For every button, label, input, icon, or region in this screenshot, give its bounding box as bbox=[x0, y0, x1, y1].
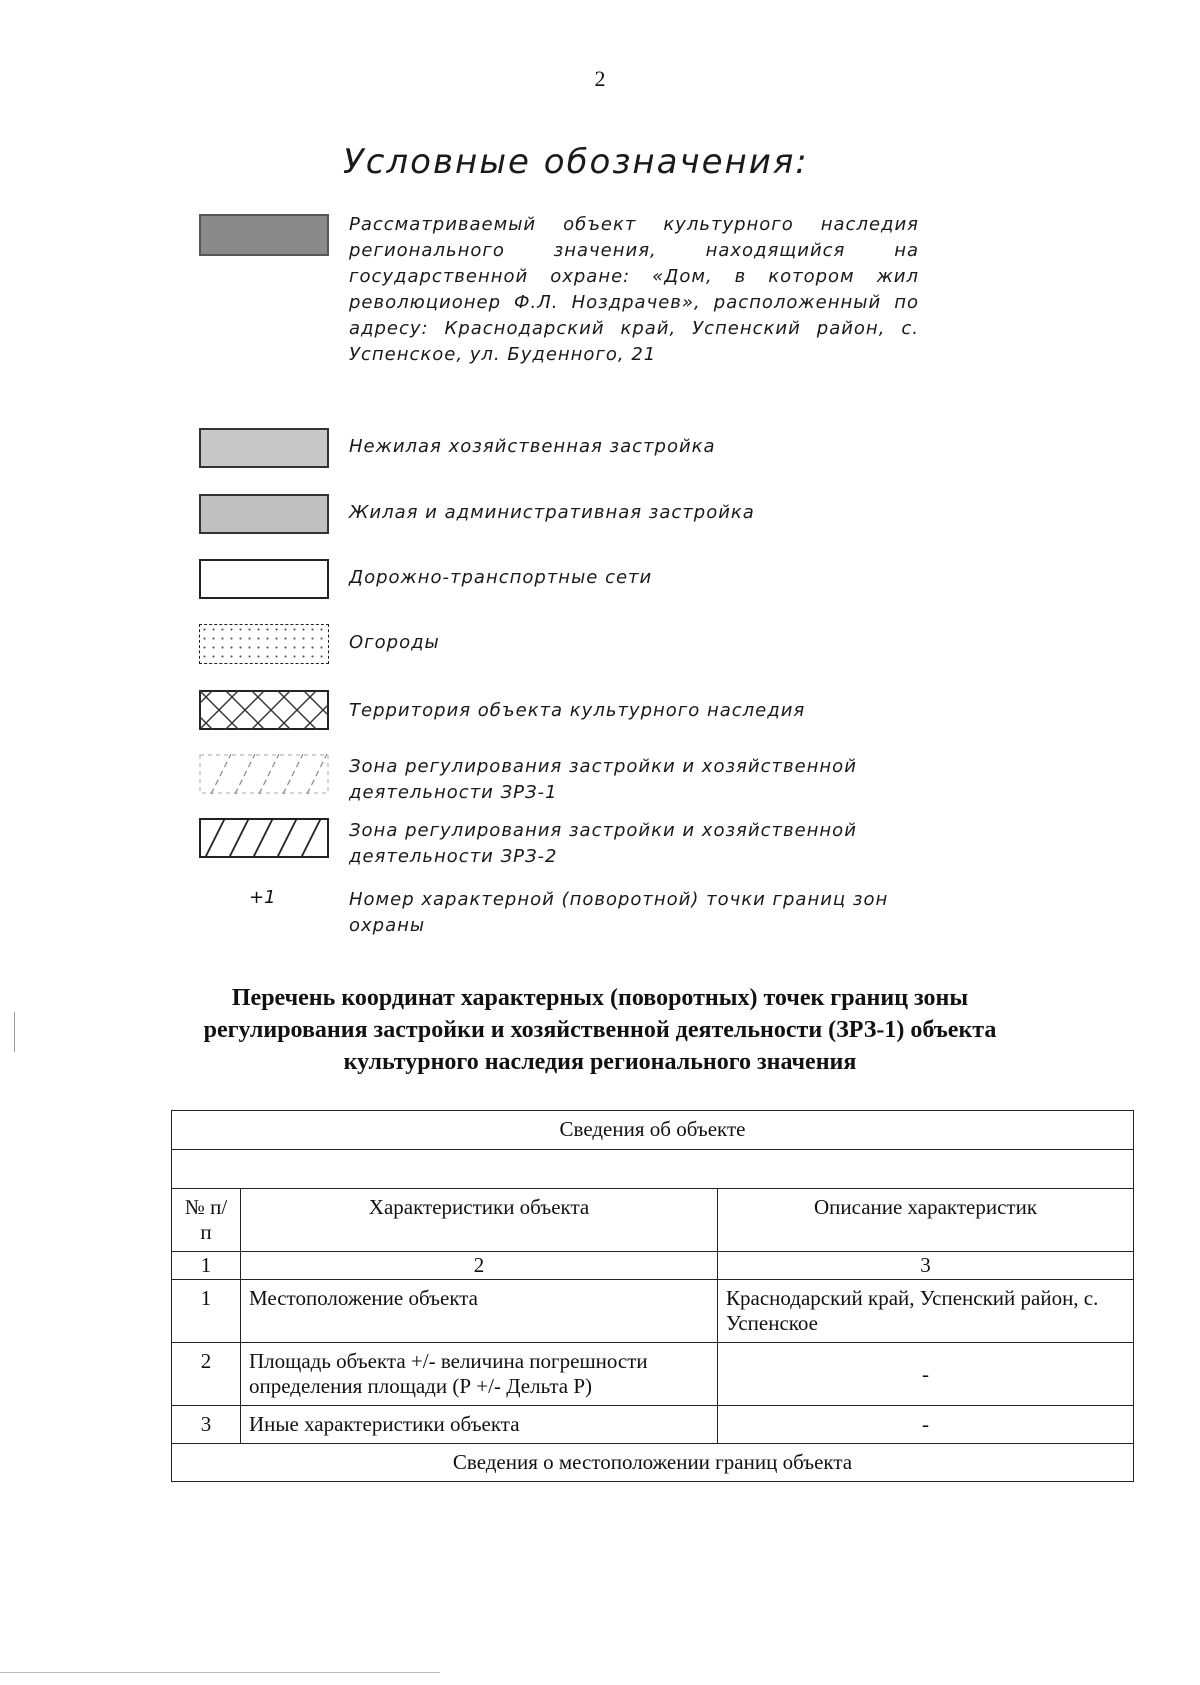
row-description: - bbox=[718, 1406, 1134, 1444]
row-characteristic: Площадь объекта +/- величина погрешности определения площади (Р +/- Дельта Р) bbox=[241, 1343, 718, 1406]
table-row bbox=[172, 1111, 1134, 1150]
legend-text: Жилая и административная застройка bbox=[349, 502, 755, 523]
column-number: 3 bbox=[718, 1252, 1134, 1280]
header-characteristics: Характеристики объекта bbox=[241, 1189, 718, 1252]
table-row bbox=[172, 1406, 1134, 1444]
page-number: 2 bbox=[594, 66, 606, 91]
swatch-dark-gray bbox=[199, 214, 329, 256]
legend-text: Огороды bbox=[349, 632, 440, 653]
swatch-white bbox=[199, 559, 329, 599]
swatch-cross-hatch bbox=[199, 690, 329, 730]
legend-text: Зона регулирования застройки и хозяйственной деятельности ЗРЗ-1 bbox=[349, 756, 857, 803]
swatch-dotted bbox=[199, 624, 329, 664]
column-number: 2 bbox=[241, 1252, 718, 1280]
table-row bbox=[172, 1444, 1134, 1482]
header-num: № п/п bbox=[172, 1189, 241, 1252]
row-num: 1 bbox=[172, 1280, 241, 1343]
row-characteristic: Иные характеристики объекта bbox=[241, 1406, 718, 1444]
row-num: 3 bbox=[172, 1406, 241, 1444]
section-title: Сведения об объекте bbox=[172, 1111, 1134, 1150]
table-row bbox=[172, 1280, 1134, 1343]
swatch-gray bbox=[199, 494, 329, 534]
swatch-bold-diagonal-hatch bbox=[199, 818, 329, 858]
row-description: - bbox=[718, 1343, 1134, 1406]
column-number: 1 bbox=[172, 1252, 241, 1280]
table-row bbox=[172, 1343, 1134, 1406]
scan-mark-bottom bbox=[0, 1672, 440, 1673]
legend-text: Зона регулирования застройки и хозяйственной деятельности ЗРЗ-2 bbox=[349, 820, 857, 867]
table-header-row bbox=[172, 1189, 1134, 1252]
row-characteristic: Местоположение объекта bbox=[241, 1280, 718, 1343]
legend-text: Номер характерной (поворотной) точки границ зон охраны bbox=[349, 889, 889, 936]
header-description: Описание характеристик bbox=[718, 1189, 1134, 1252]
legend-text: Нежилая хозяйственная застройка bbox=[349, 436, 716, 457]
row-description: Краснодарский край, Успенский район, с. Успенское bbox=[718, 1280, 1134, 1343]
swatch-light-gray bbox=[199, 428, 329, 468]
footer-section-title: Сведения о местоположении границ объекта bbox=[172, 1444, 1134, 1482]
document-heading: Перечень координат характерных (поворотных) точек границ зоны регулирования застройки и хозяйственной деятельности (ЗРЗ-1) объекта культурного наследия регионального значения bbox=[203, 985, 997, 1075]
legend-title: Условные обозначения: bbox=[343, 142, 809, 182]
column-number-row bbox=[172, 1252, 1134, 1280]
scan-mark-left bbox=[14, 1012, 15, 1052]
object-info-table bbox=[171, 1110, 1134, 1482]
row-num: 2 bbox=[172, 1343, 241, 1406]
swatch-light-diagonal-hatch bbox=[199, 754, 329, 794]
point-marker: +1 bbox=[249, 887, 276, 908]
legend-text: Рассматриваемый объект культурного наследия регионального значения, находящийся на государственной охране: «Дом, в котором жил революционер Ф.Л. Ноздрачев», расположенный по адресу: Краснодарский край, Успенский район, с. Успенское, ул. Буденного, 21 bbox=[349, 214, 919, 365]
legend-text: Территория объекта культурного наследия bbox=[349, 700, 806, 721]
empty-cell bbox=[172, 1150, 1134, 1189]
legend-text: Дорожно-транспортные сети bbox=[349, 567, 653, 588]
table-row bbox=[172, 1150, 1134, 1189]
